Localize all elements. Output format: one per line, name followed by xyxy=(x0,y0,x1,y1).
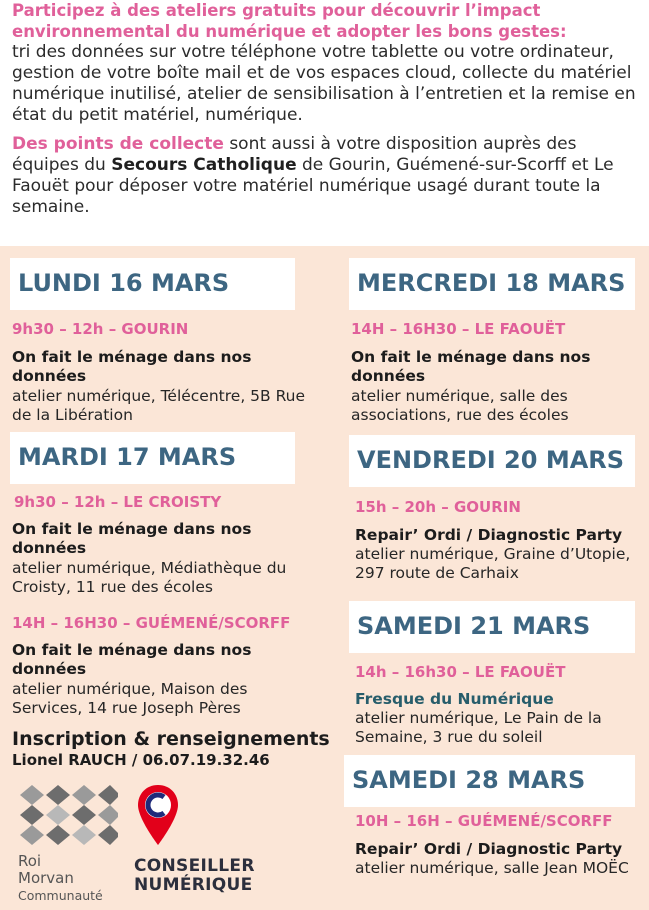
event-time: 9h30 – 12h – LE CROISTY xyxy=(14,493,222,511)
roi-morvan-emblem-icon xyxy=(18,783,118,847)
intro-heading: Participez à des ateliers gratuits pour découvrir l’impact environnemental du numérique et adopter les bons gestes: xyxy=(12,1,567,41)
location-pin-icon xyxy=(136,783,180,849)
rm-line-3: Communauté xyxy=(18,888,103,903)
event-place: atelier numérique, Le Pain de la Semaine, 3 rue du soleil xyxy=(355,709,602,746)
cn-line-1: CONSEILLER xyxy=(134,856,255,876)
event-time: 14H – 16H30 – LE FAOUËT xyxy=(351,320,566,338)
event-place: atelier numérique, Graine d’Utopie, 297 route de Carhaix xyxy=(355,545,631,582)
roi-morvan-wordmark xyxy=(18,853,103,904)
conseiller-numerique-wordmark xyxy=(134,857,255,895)
intro-body: tri des données sur votre téléphone votre tablette ou votre ordinateur, gestion de votre boîte mail et de vos espaces cloud, collecte du matériel numérique inutilisé, atelier de sensibilisation à l’entretien et la remise en état du petit matériel, numérique. xyxy=(12,42,636,125)
event-title: On fait le ménage dans nos données xyxy=(351,348,591,385)
collect-text-1: sont aussi à votre disposition auprès des équipes du xyxy=(12,134,577,175)
event-title: Fresque du Numérique xyxy=(355,690,554,708)
day-heading-mercredi: MERCREDI 18 MARS xyxy=(349,258,635,310)
inscription-contact: Lionel RAUCH / 06.07.19.32.46 xyxy=(12,751,270,769)
rm-line-2: Morvan xyxy=(18,869,74,887)
collect-organisation: Secours Catholique xyxy=(111,155,297,175)
event-time: 14H – 16H30 – GUÉMENÉ/SCORFF xyxy=(12,614,291,632)
program-section xyxy=(0,246,649,910)
day-heading-vendredi: VENDREDI 20 MARS xyxy=(349,435,635,487)
collect-highlight: Des points de collecte xyxy=(12,134,224,154)
event-title: On fait le ménage dans nos données xyxy=(12,520,252,557)
intro-section xyxy=(0,0,649,246)
event-time: 15h – 20h – GOURIN xyxy=(355,498,521,516)
event-place: atelier numérique, Télécentre, 5B Rue de la Libération xyxy=(12,387,306,424)
rm-line-1: Roi xyxy=(18,852,42,870)
event-time: 10H – 16H – GUÉMENÉ/SCORFF xyxy=(355,812,613,830)
inscription-title: Inscription & renseignements xyxy=(12,728,330,750)
conseiller-numerique-logo xyxy=(134,783,274,901)
event-place: atelier numérique, salle Jean MOËC xyxy=(355,859,629,877)
event-title: Repair’ Ordi / Diagnostic Party xyxy=(355,526,623,544)
collect-paragraph xyxy=(12,134,637,218)
day-heading-mardi: MARDI 17 MARS xyxy=(10,432,295,484)
event-title: On fait le ménage dans nos données xyxy=(12,641,252,678)
event-place: atelier numérique, Médiathèque du Croisty, 11 rue des écoles xyxy=(12,559,287,596)
collect-text-2: de Gourin, Guémené-sur-Scorff et Le Faouët pour déposer votre matériel numérique usagé durant toute la semaine. xyxy=(12,155,614,217)
event-time: 14h – 16h30 – LE FAOUËT xyxy=(355,663,566,681)
event-place: atelier numérique, Maison des Services, 14 rue Joseph Pères xyxy=(12,680,248,717)
day-heading-samedi-21: SAMEDI 21 MARS xyxy=(349,601,635,653)
day-heading-samedi-28: SAMEDI 28 MARS xyxy=(344,755,635,807)
event-title: Repair’ Ordi / Diagnostic Party xyxy=(355,840,623,858)
cn-line-2: NUMÉRIQUE xyxy=(134,875,253,895)
event-place: atelier numérique, salle des associations, rue des écoles xyxy=(351,387,569,424)
event-title: On fait le ménage dans nos données xyxy=(12,348,252,385)
day-heading-lundi: LUNDI 16 MARS xyxy=(10,258,295,310)
roi-morvan-logo xyxy=(18,783,123,901)
event-time: 9h30 – 12h – GOURIN xyxy=(12,320,189,338)
